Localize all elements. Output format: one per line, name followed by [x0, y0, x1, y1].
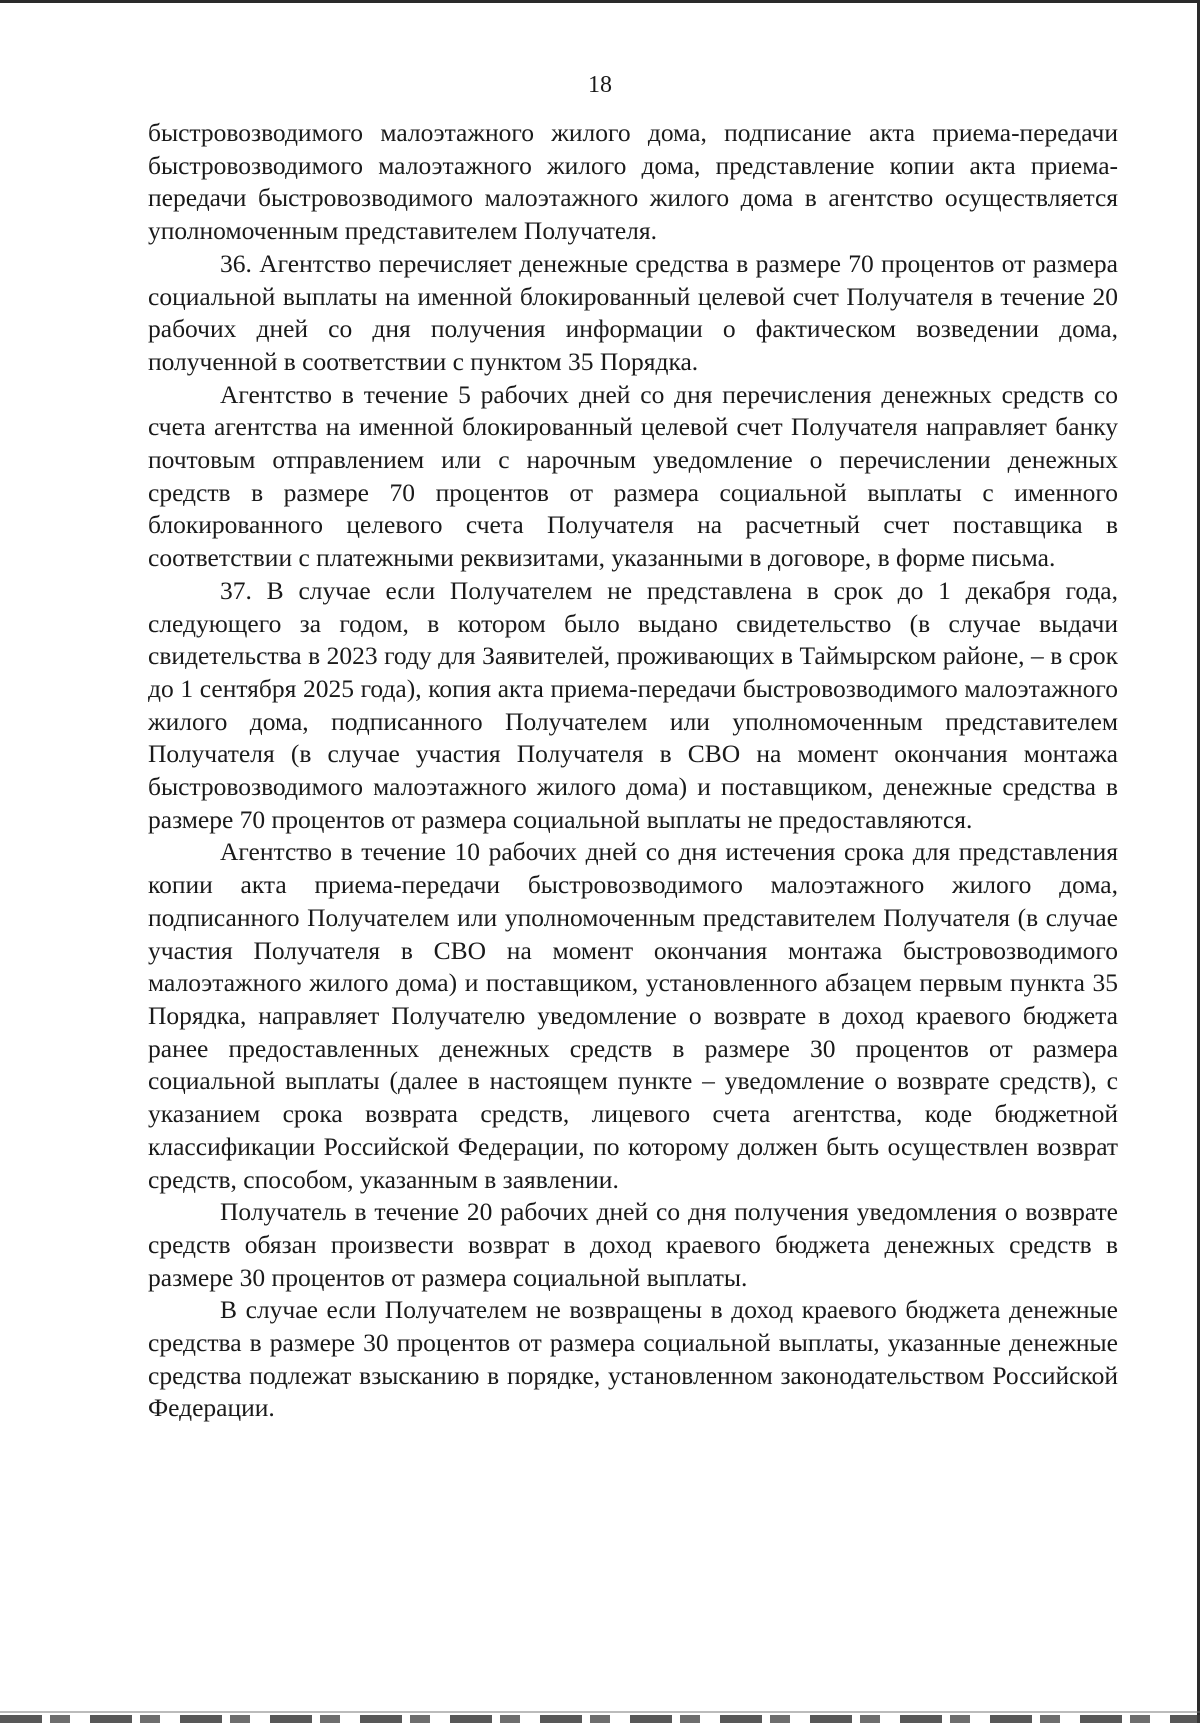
paragraph-6: Получатель в течение 20 рабочих дней со дня получения уведомления о возврате средств обязан произвести возврат в доход краевого бюджета денежных средств в размере 30 процентов от размера социальной выплаты.	[148, 1197, 1118, 1292]
document-body	[148, 117, 1118, 1425]
paragraph-3: Агентство в течение 5 рабочих дней со дня перечисления денежных средств со счета агентства на именной блокированный целевой счет Получателя направляет банку почтовым отправлением или с нарочным уведомление о перечислении денежных средств в размере 70 процентов от размера социальной выплаты с именного блокированного целевого счета Получателя на расчетный счет поставщика в соответствии с платежными реквизитами, указанными в договоре, в форме письма.	[148, 379, 1118, 573]
scan-bottom-line	[0, 1711, 1200, 1713]
paragraph-2: 36. Агентство перечисляет денежные средства в размере 70 процентов от размера социальной выплаты на именной блокированный целевой счет Получателя в течение 20 рабочих дней со дня получения информации о фактическом возведении дома, полученной в соответствии с пунктом 35 Порядка.	[148, 248, 1118, 376]
page-number: 18	[588, 72, 612, 98]
paragraph-7: В случае если Получателем не возвращены в доход краевого бюджета денежные средства в размере 30 процентов от размера социальной выплаты, указанные денежные средства подлежат взысканию в порядке, установленном законодательством Российской Федерации.	[148, 1295, 1118, 1423]
paragraph-1: быстровозводимого малоэтажного жилого дома, подписание акта приема-передачи быстровозводимого малоэтажного жилого дома, представление копии акта приема-передачи быстровозводимого малоэтажного жилого дома в агентство осуществляется уполномоченным представителем Получателя.	[148, 118, 1118, 246]
scan-bottom-edge	[0, 1715, 1200, 1723]
paragraph-5: Агентство в течение 10 рабочих дней со дня истечения срока для представления копии акта приема-передачи быстровозводимого малоэтажного жилого дома, подписанного Получателем или уполномоченным представителем Получателя (в случае участия Получателя в СВО на момент окончания монтажа быстровозводимого малоэтажного жилого дома) и поставщиком, установленного абзацем первым пункта 35 Порядка, направляет Получателю уведомление о возврате в доход краевого бюджета ранее предоставленных денежных средств в размере 30 процентов от размера социальной выплаты (далее в настоящем пункте – уведомление о возврате средств), с указанием срока возврата средств, лицевого счета агентства, коде бюджетной классификации Российской Федерации, по которому должен быть осуществлен возврат средств, способом, указанным в заявлении.	[148, 837, 1118, 1194]
scan-top-edge	[0, 0, 1200, 3]
paragraph-4: 37. В случае если Получателем не представлена в срок до 1 декабря года, следующего за годом, в котором было выдано свидетельство (в случае выдачи свидетельства в 2023 году для Заявителей, проживающих в Таймырском районе, – в срок до 1 сентября 2025 года), копия акта приема-передачи быстровозводимого малоэтажного жилого дома, подписанного Получателем или уполномоченным представителем Получателя (в случае участия Получателя в СВО на момент окончания монтажа быстровозводимого малоэтажного жилого дома) и поставщиком, денежные средства в размере 70 процентов от размера социальной выплаты не предоставляются.	[148, 575, 1118, 834]
